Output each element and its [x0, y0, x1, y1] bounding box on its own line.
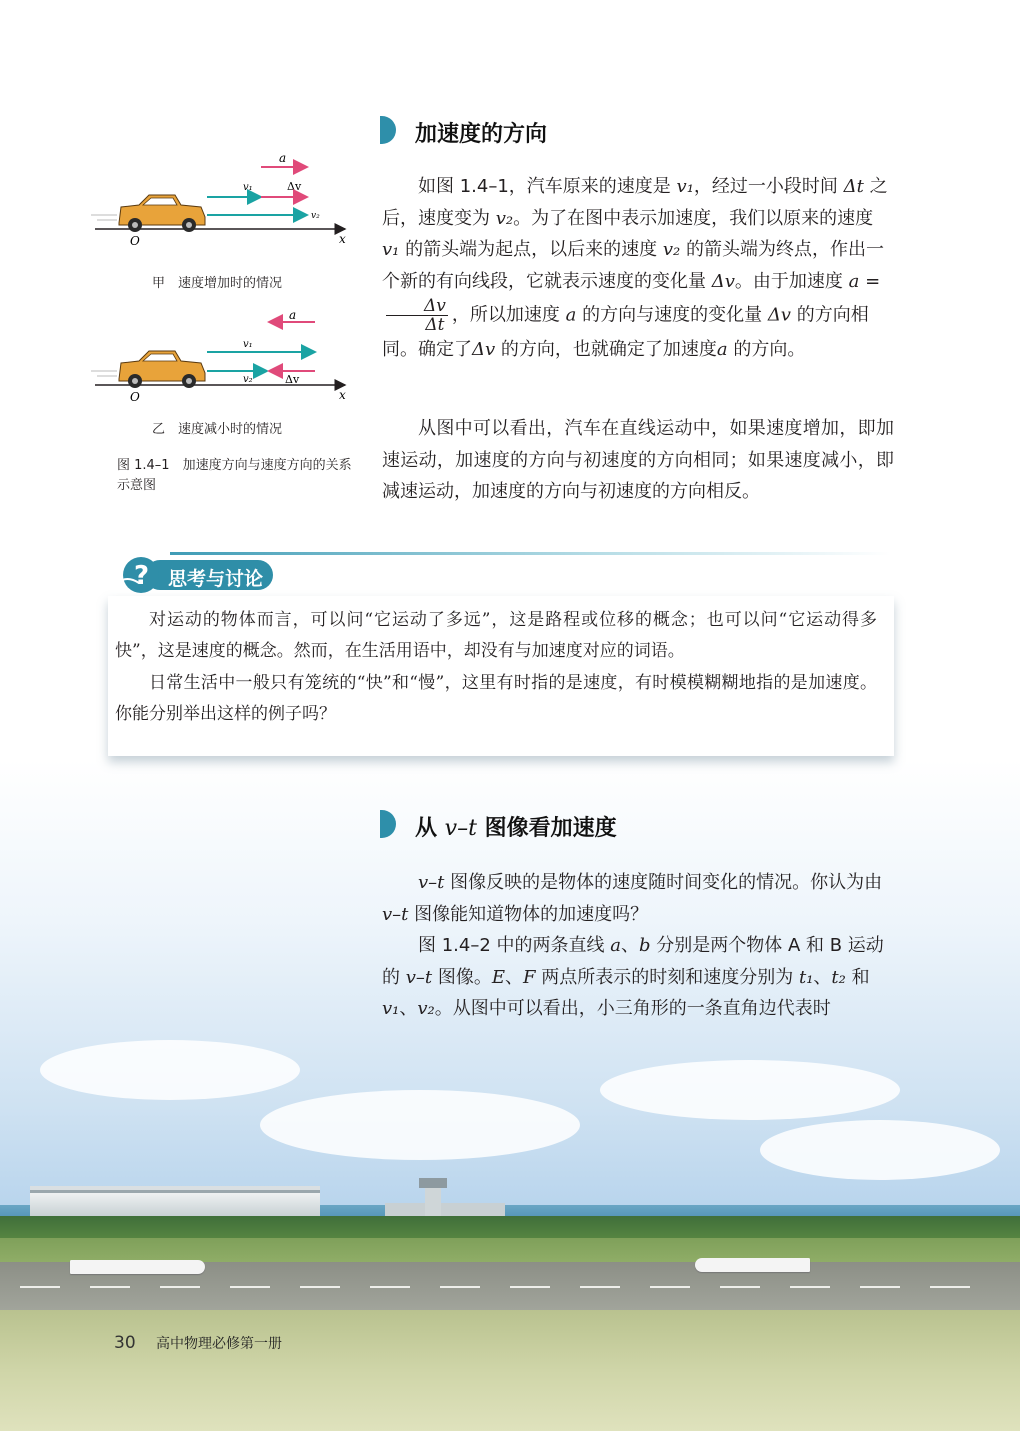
x-label: x	[339, 388, 346, 402]
fraction-dv-dt: $\frac{\Delta v}{\Delta t}$	[386, 297, 448, 334]
figure-caption: 图 1.4–1 加速度方向与速度方向的关系示意图	[117, 458, 352, 493]
origin-label: O	[130, 390, 140, 404]
figure-caption-b: 乙 速度减小时的情况	[152, 422, 283, 437]
cloud	[40, 1040, 300, 1100]
label-v1: v₁	[243, 182, 253, 193]
cloud	[600, 1060, 900, 1120]
section1-paragraph-1: 如图 1.4–1，汽车原来的速度是 v₁，经过一小段时间 Δt 之后，速度变为 v₂。为了在图中表示加速度，我们以原来的速度 v₁ 的箭头端为起点，以后来的速度 v₂ 的箭头端为终点，作出一个新的有向线段，它就表示速度的变化量 Δv。由于加速度 a = $\frac{\Delta v}{\Delta t}$ ，所以加速度 a 的方向与速度的变化量 Δv 的方向相同。确定了Δv 的方向，也就确定了加速度a 的方向。	[382, 176, 888, 360]
runway-centerline	[20, 1286, 1000, 1288]
section-marker	[380, 116, 396, 144]
car-icon	[91, 351, 205, 388]
x-label: x	[339, 232, 346, 246]
section2-paragraph-1: v–t 图像反映的是物体的速度随时间变化的情况。你认为由 v–t 图像能知道物体的加速度吗？	[382, 872, 883, 925]
svg-text:?: ?	[134, 561, 150, 591]
label-dv: Δv	[285, 373, 300, 386]
discussion-label: 思考与讨论	[168, 568, 264, 590]
airplane	[70, 1260, 205, 1274]
origin-label: O	[130, 234, 140, 248]
cloud	[760, 1120, 1000, 1180]
section2-paragraph-2: 图 1.4–2 中的两条直线 a、b 分别是两个物体 A 和 B 运动的 v–t 图像。E、F 两点所表示的时刻和速度分别为 t₁、t₂ 和 v₁、v₂。从图中可以看出，小三角形的一条直角边代表时	[382, 935, 884, 1019]
page-number: 30	[114, 1333, 136, 1353]
label-v2: v₂	[311, 211, 320, 221]
label-v1: v₁	[243, 339, 253, 350]
panel-accelerating	[91, 151, 346, 248]
label-a: a	[279, 151, 287, 165]
cloud	[260, 1090, 580, 1160]
section1-paragraph-2: 从图中可以看出，汽车在直线运动中，如果速度增加，即加速运动，加速度的方向与初速度的方向相同；如果速度减小，即减速运动，加速度的方向与初速度的方向相反。	[382, 418, 894, 502]
label-v2: v₂	[243, 374, 253, 385]
control-tower-cab	[419, 1178, 447, 1188]
discussion-divider	[170, 552, 890, 555]
label-dv: Δv	[287, 180, 302, 193]
grass-field	[0, 1310, 1020, 1431]
book-title: 高中物理必修第一册	[156, 1336, 282, 1352]
section-title: 加速度的方向	[415, 122, 548, 147]
section-title-2: 从 v–t 图像看加速度	[415, 816, 617, 841]
discussion-paragraph-2: 日常生活中一般只有笼统的“快”和“慢”，这里有时指的是速度，有时模模糊糊地指的是加速度。你能分别举出这样的例子吗？	[115, 673, 877, 724]
figure-caption-a: 甲 速度增加时的情况	[152, 276, 283, 291]
panel-decelerating	[91, 308, 346, 404]
car-icon	[91, 195, 205, 232]
airplane	[695, 1258, 810, 1272]
label-a: a	[289, 308, 297, 322]
figure-1-4-1	[85, 145, 355, 445]
discussion-paragraph-1: 对运动的物体而言，可以问“它运动了多远”，这是路程或位移的概念；也可以问“它运动得多快”，这是速度的概念。然而，在生活用语中，却没有与加速度对应的词语。	[115, 610, 877, 661]
